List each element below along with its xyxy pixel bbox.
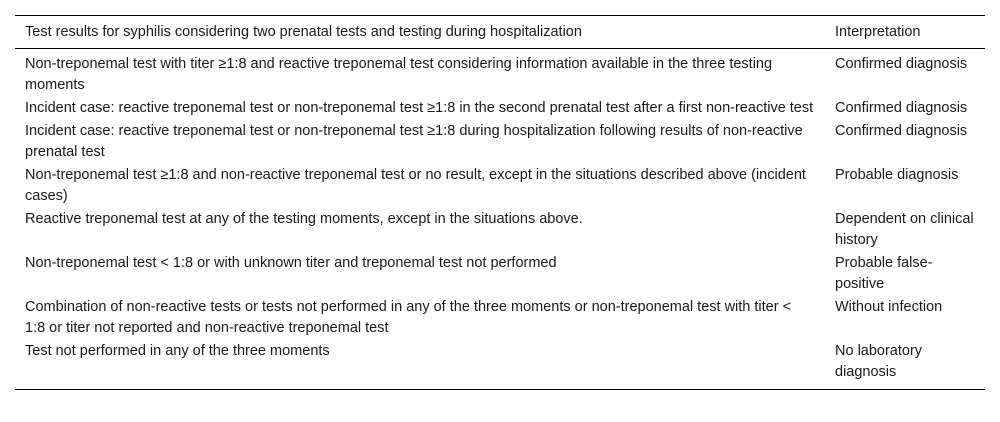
syphilis-results-table <box>15 15 985 390</box>
header-interpretation: Interpretation <box>835 24 921 40</box>
interpretation-cell: No laboratory diagnosis <box>835 343 923 380</box>
interpretation-cell: Confirmed diagnosis <box>835 100 968 116</box>
header-test-results: Test results for syphilis considering two prenatal tests and testing during hospitalization <box>25 24 582 40</box>
interpretation-cell: Confirmed diagnosis <box>835 56 968 72</box>
table-row <box>15 340 985 390</box>
interpretation-cell: Probable diagnosis <box>835 167 959 183</box>
syphilis-results-table-container <box>15 15 985 390</box>
table-row <box>15 97 985 120</box>
test-result-cell: Incident case: reactive treponemal test or non-treponemal test ≥1:8 during hospitalization following results of non-reactive prenatal test <box>25 123 803 160</box>
table-row <box>15 49 985 98</box>
interpretation-cell: Confirmed diagnosis <box>835 123 968 139</box>
interpretation-cell: Probable false-positive <box>835 255 933 292</box>
test-result-cell: Non-treponemal test < 1:8 or with unknown titer and treponemal test not performed <box>25 255 557 271</box>
test-result-cell: Combination of non-reactive tests or tests not performed in any of the three moments or non-treponemal test with titer < 1:8 or titer not reported and non-reactive treponemal test <box>25 299 792 336</box>
table-row <box>15 164 985 208</box>
interpretation-cell: Without infection <box>835 299 943 315</box>
test-result-cell: Test not performed in any of the three moments <box>25 343 330 359</box>
test-result-cell: Incident case: reactive treponemal test or non-treponemal test ≥1:8 in the second prenatal test after a first non-reactive test <box>25 100 814 116</box>
table-row <box>15 252 985 296</box>
test-result-cell: Non-treponemal test with titer ≥1:8 and reactive treponemal test considering information available in the three testing moments <box>25 56 773 93</box>
table-row <box>15 208 985 252</box>
test-result-cell: Reactive treponemal test at any of the testing moments, except in the situations above. <box>25 211 583 227</box>
interpretation-cell: Dependent on clinical history <box>835 211 974 248</box>
test-result-cell: Non-treponemal test ≥1:8 and non-reactive treponemal test or no result, except in the situations described above (incident cases) <box>25 167 806 204</box>
table-header-row <box>15 16 985 49</box>
table-row <box>15 296 985 340</box>
table-row <box>15 120 985 164</box>
